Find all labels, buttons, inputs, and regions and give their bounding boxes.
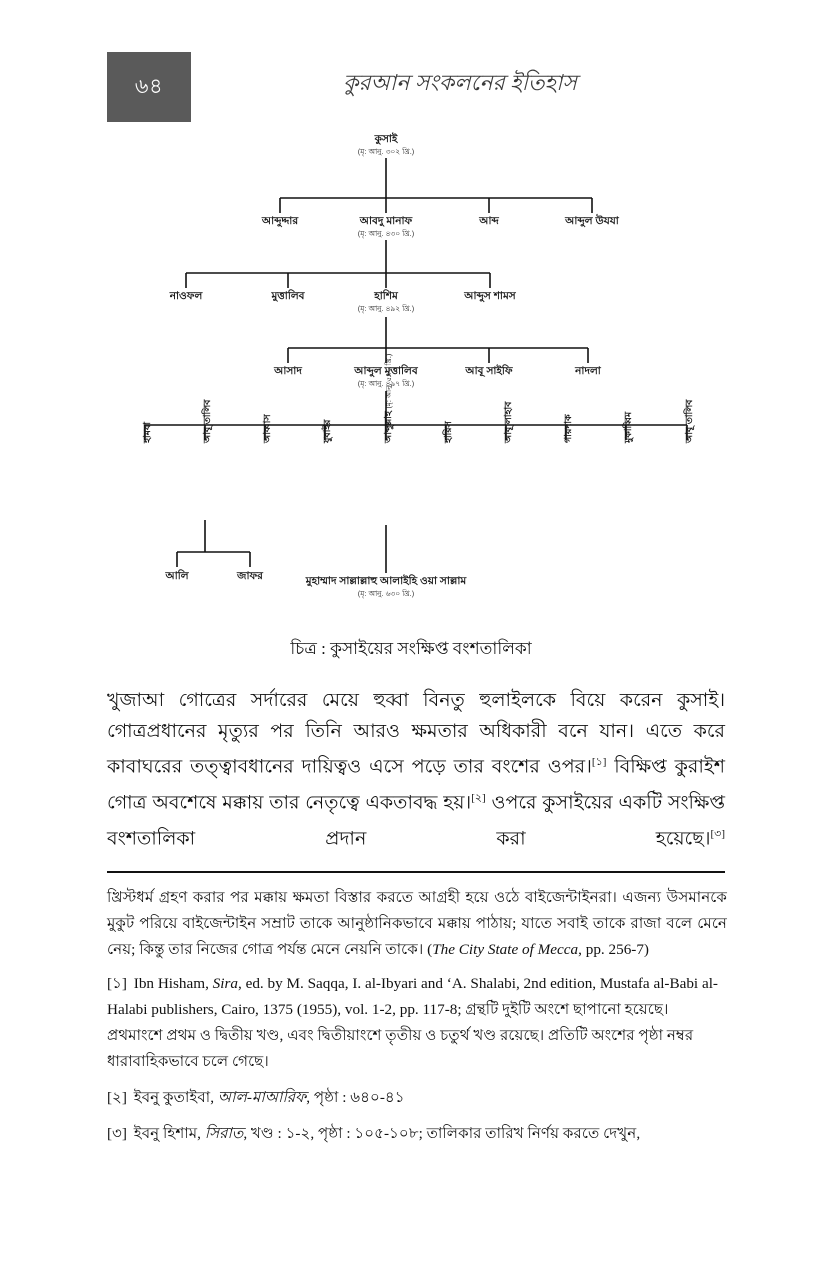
node-name: আব্দুদ্দার — [261, 215, 299, 227]
genealogy-figure — [0, 125, 822, 670]
node-name: হামযা — [141, 422, 152, 443]
footnote-italic-title: The City State of Mecca — [432, 941, 579, 958]
footnote-marker: [২] — [107, 1089, 127, 1106]
node-name: আবদু মানাফ — [359, 215, 413, 227]
footnote-italic-1: আল-মাআরিফ — [217, 1089, 307, 1106]
node-date: (মৃ: আনু. ৪৯৭ খ্রি.) — [357, 379, 415, 389]
body-segment-1: খুজাআ গোত্রের সর্দারের মেয়ে হুব্বা বিনতু হুলাইলকে বিয়ে করেন কুসাই। গোত্রপ্রধানের মৃত্যুর পর তিনি আরও ক্ষমতার অধিকারী বনে যান। এতে করে কাবাঘরের তত্ত্বাবধানের দায়িত্বও এসে পড়ে তার বংশের ওপর। — [107, 690, 725, 778]
node-name: আব্দ — [479, 215, 499, 227]
tree-node-level3-4 — [464, 290, 516, 304]
node-date: (মৃ: আনু. ৬৩০ খ্রি.) — [357, 589, 415, 599]
footnote-text-before: খ্রিস্টধর্ম গ্রহণ করার পর মক্কায় ক্ষমতা বিস্তার করতে আগ্রহী হয়ে ওঠে বাইজেন্টাইনরা। এজন্য উসমানকে মুকুট পরিয়ে বাইজেন্টাইন সম্রাট তাকে আনুষ্ঠানিকভাবে মক্কায় পাঠায়; যাতে সবাই তাকে রাজা বলে মেনে নেয়; কিন্তু তার নিজের গোত্র পর্যন্ত মেনে নেয়নি তাকে। ( — [107, 889, 727, 958]
node-name: গায়দাক — [562, 414, 573, 443]
node-date: (মৃ: আনু. ৪৩০ খ্রি.) — [357, 229, 415, 239]
footnotes-section — [107, 885, 727, 1157]
footnote-seg-2: , খণ্ড : ১-২, পৃষ্ঠা : ১০৫-১০৮; তালিকার তারিখ নির্ণয় করতে দেখুন, — [243, 1125, 641, 1142]
node-name: আব্দুল উযযা — [565, 215, 619, 227]
node-name: আলি — [165, 570, 189, 582]
node-name: হাশিম — [374, 290, 398, 302]
footnote-ref-3[interactable]: [৩] — [710, 827, 725, 840]
node-name: হারিস — [442, 421, 453, 443]
tree-node-prophet — [306, 575, 467, 598]
footnote-marker: [৩] — [107, 1125, 127, 1142]
node-name: আসাদ — [274, 365, 302, 377]
tree-node-level2-1 — [262, 215, 298, 229]
footnote-seg-1: ইবনু কুতাইবা, — [130, 1089, 218, 1106]
footnote-italic-1: Sira — [212, 975, 238, 992]
footnote-separator — [107, 871, 725, 873]
footnote-ref-2[interactable]: [২] — [471, 791, 486, 804]
tree-node-level2-2 — [358, 215, 414, 238]
tree-node-level2-3 — [479, 215, 499, 229]
body-segment-2: বিক্ষিপ্ত কুরাইশ গোত্র অবশেষে মক্কায় তার নেতৃত্বে একতাবদ্ধ হয়। — [107, 756, 725, 814]
tree-node-root — [358, 133, 414, 156]
node-name: জাফর — [237, 570, 263, 582]
tree-node-level3-1 — [170, 290, 203, 304]
tree-node-ali — [165, 570, 188, 583]
figure-caption: চিত্র : কুসাইয়ের সংক্ষিপ্ত বংশতালিকা — [290, 639, 532, 658]
footnote-item-3 — [107, 1121, 727, 1147]
book-title-header: কুরআন সংকলনের ইতিহাস — [343, 70, 577, 95]
node-name: কুসাই — [374, 133, 398, 145]
node-name: আবূ সাইফি — [465, 365, 513, 377]
tree-node-level3-3 — [358, 290, 414, 313]
footnote-seg-2: , ed. by M. Saqqa, I. al-Ibyari and ‘A. Shalabi, 2nd edition, Mustafa al-Babi al-Halabi publishers, Cairo, 1375 (1955), vol. 1-2, pp. 117-8; গ্রন্থটি দুইটি অংশে ছাপানো হয়েছে। প্রথমাংশে প্রথম ও দ্বিতীয় খণ্ড, এবং দ্বিতীয়াংশে তৃতীয় ও চতুর্থ খণ্ড রয়েছে। প্রতিটি অংশের পৃষ্ঠা নম্বর ধারাবাহিকভাবে চলে গেছে। — [107, 975, 718, 1070]
node-name: আব্বাস — [261, 414, 272, 443]
node-name: আব্দুস শামস — [464, 290, 516, 302]
body-paragraph — [107, 686, 725, 854]
footnote-seg-2: , পৃষ্ঠা : ৬৪০-৪১ — [306, 1089, 405, 1106]
node-name: নাদলা — [575, 365, 601, 377]
footnote-text-after: , pp. 256-7) — [578, 941, 649, 958]
node-name: মুহাম্মাদ সাল্লাল্লাহু আলাইহি ওয়া সাল্লাম — [305, 575, 467, 587]
node-name: নাওফল — [169, 290, 203, 302]
footnote-seg-1: ইবনু হিশাম, — [130, 1125, 205, 1142]
node-name: মুকাব্বিম — [622, 411, 633, 443]
footnote-seg-1: Ibn Hisham, — [129, 975, 213, 992]
page-header — [0, 52, 822, 122]
node-name: আবূ তালিব — [683, 399, 694, 443]
node-date: (মৃ: আনু. ৫৭০ খ্রি.) — [384, 353, 393, 409]
footnote-item-1 — [107, 971, 727, 1075]
tree-node-level4-3 — [465, 365, 512, 379]
body-segment-3: ওপরে কুসাইয়ের একটি সংক্ষিপ্ত বংশতালিকা প্রদান করা হয়েছে। — [107, 792, 725, 849]
tree-node-level3-2 — [271, 290, 304, 304]
tree-node-jafar — [237, 570, 263, 583]
tree-node-level2-4 — [565, 215, 619, 229]
node-name: আব্দুল মুত্তালিব — [354, 365, 418, 377]
tree-node-level4-1 — [274, 365, 302, 379]
node-date: (মৃ: আনু. ৪৯২ খ্রি.) — [357, 304, 415, 314]
node-name: যুবাইর — [321, 419, 332, 443]
node-name: মুত্তালিব — [271, 290, 305, 302]
footnote-marker: [১] — [107, 975, 127, 992]
footnote-ref-1[interactable]: [১] — [591, 756, 607, 768]
footnote-unnumbered — [107, 885, 727, 963]
footnote-italic-1: সিরাত — [204, 1125, 244, 1142]
node-name: আব্দুল্লাহ — [382, 411, 393, 443]
node-name: আবূ তালিব — [201, 399, 212, 443]
node-date: (মৃ: আনু. ৩০২ খ্রি.) — [357, 147, 415, 157]
page-number-badge: ৬৪ — [107, 52, 191, 122]
footnote-item-2 — [107, 1085, 727, 1111]
node-name: আবূ লাহাব — [502, 401, 513, 443]
tree-node-level4-4 — [575, 365, 601, 379]
